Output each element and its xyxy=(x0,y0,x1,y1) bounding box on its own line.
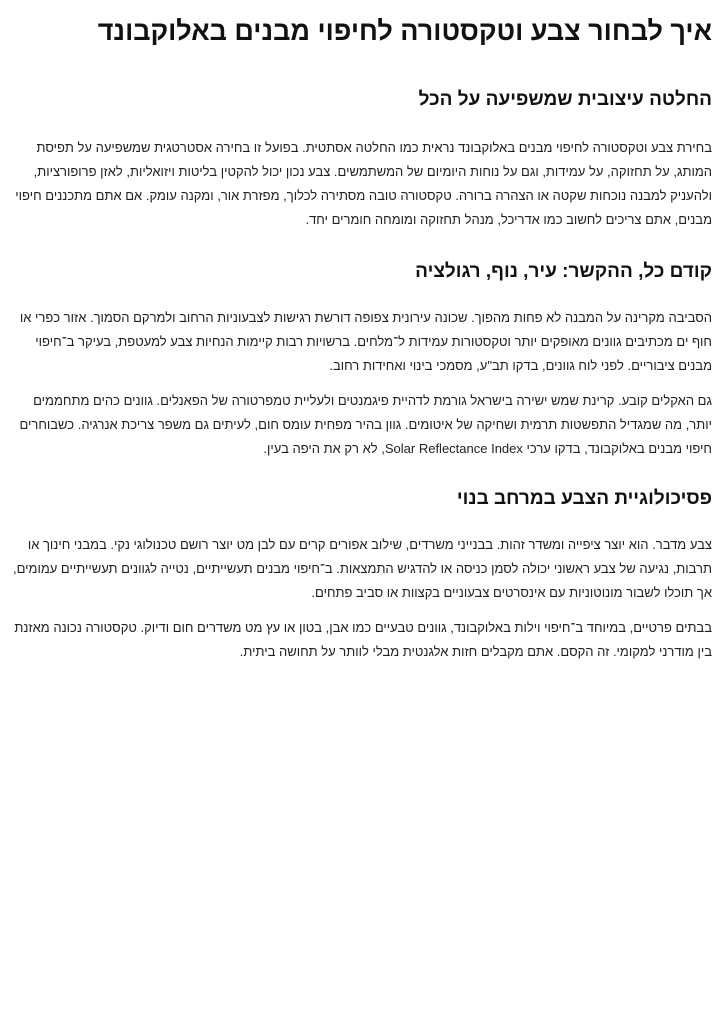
paragraph: צבע מדבר. הוא יוצר ציפייה ומשדר זהות. בבנייני משרדים, שילוב אפורים קרים עם לבן מט יוצר רושם טכנולוגי נקי. במבני חינוך או תרבות, נגיעה של צבע ראשוני יכולה לסמן כניסה או להדגיש התמצאות. ב־חיפוי מבנים תעשייתיים, נטייה לגוונים תעשייתיים עמומים, אך תוכלו לשבור מונוטוניות עם אינסרטים צבעוניים בקצוות או סביב פתחים. xyxy=(12,537,712,600)
paragraph: בחירת צבע וטקסטורה לחיפוי מבנים באלוקבונד נראית כמו החלטה אסתטית. בפועל זו בחירה אסטרטגית שמשפיעה על תפיסת המותג, על תחזוקה, על עמידות, וגם על נוחות היומיום של המשתמשים. צבע נכון יכול להקטין בליטות ויזואליות, לאזן פרופורציות, ולהעניק למבנה נוכחות שקטה או הצהרה ברורה. טקסטורה טובה מסתירה לכלוך, מפזרת אור, ומקנה עומק. אם אתם מתכננים חיפוי מבנים, אתם צריכים לחשוב כמו אדריכל, מנהל תחזוקה ומומחה חומרים יחד. xyxy=(15,140,712,227)
section-color-psychology xyxy=(8,485,712,664)
paragraph: גם האקלים קובע. קרינת שמש ישירה בישראל גורמת לדהיית פיגמנטים ולעליית טמפרטורה של הפאנלים. גוונים כהים מתחממים יותר, מה שמגדיל התפשטות תרמית ושחיקה של איטומים. גוון בהיר מפחית עומס חום, לעיתים גם משפר צריכת אנרגיה. כשבוחרים חיפוי מבנים באלוקבונד, בדקו ערכי Solar Reflectance Index, לא רק את היפה בעין. xyxy=(19,393,712,456)
section-design-decision xyxy=(8,86,712,232)
paragraph: הסביבה מקרינה על המבנה לא פחות מהפוך. שכונה עירונית צפופה דורשת רגישות לצבעוניות הרחוב ולמרקם הסמוך. אזור כפרי או חוף ים מכתיבים גוונים מאופקים יותר וטקסטורות עמידות ל־מלחים. ברשויות רבות קיימות הנחיות צבע למעטפת, בעיקר ב־חיפוי מבנים ציבוריים. לפני לוח גוונים, בדקו תב"ע, מסמכי בינוי ואחידות רחוב. xyxy=(19,310,712,373)
section-heading: פסיכולוגיית הצבע במרחב בנוי xyxy=(456,488,712,509)
section-context xyxy=(8,258,712,461)
paragraph: בבתים פרטיים, במיוחד ב־חיפוי וילות באלוקבונד, גוונים טבעיים כמו אבן, בטון או עץ מט משדרים חום ודיוק. טקסטורה נכונה מאזנת בין מודרני למקומי. זה הקסם. אתם מקבלים חזות אלגנטית מבלי לוותר על תחושה ביתית. xyxy=(14,620,712,659)
section-heading: החלטה עיצובית שמשפיעה על הכל xyxy=(418,89,712,110)
page-title: איך לבחור צבע וטקסטורה לחיפוי מבנים באלוקבונד xyxy=(97,16,712,46)
section-heading: קודם כל, ההקשר: עיר, נוף, רגולציה xyxy=(415,261,712,282)
